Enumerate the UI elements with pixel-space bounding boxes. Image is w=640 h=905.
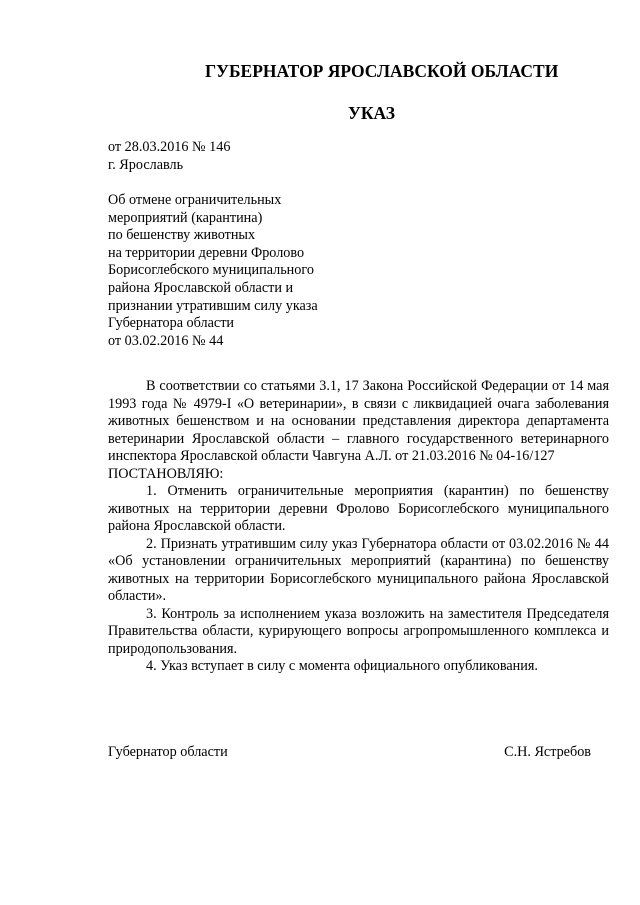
subject-line: по бешенству животных [108,227,256,244]
subject-line: Об отмене ограничительных [108,192,282,208]
document-type-title: УКАЗ [348,103,395,123]
decree-item-2: 2. Признать утратившим силу указ Губернатора области от 03.02.2016 № 44 «Об установлении ограничительных мероприятий (карантина) по бешенству животных на территории Борисоглебского муниципального района Ярославской области». [108,535,609,604]
decree-item-1: 1. Отменить ограничительные мероприятия (карантин) по бешенству животных на территории деревни Фролово Борисоглебского муниципального района Ярославской области. [108,483,609,534]
preamble-paragraph: В соответствии со статьями 3.1, 17 Закона Российской Федерации от 14 мая 1993 года № 4979-I «О ветеринарии», в связи с ликвидацией очага заболевания животных бешенством и на основании представления директора департамента ветеринарии Ярославской области – главного государственного ветеринарного инспектора Ярославской области Чавгуна А.Л. от 21.03.2016 № 04-16/127 [108,378,609,464]
subject-line: Борисоглебского муниципального [108,262,314,279]
document-date-number: от 28.03.2016 № 146 [108,139,231,155]
decree-item-4: 4. Указ вступает в силу с момента официального опубликования. [146,658,538,674]
subject-line: района Ярославской области и [108,279,294,296]
signatory-name: С.Н. Ястребов [504,744,591,760]
decree-item-3: 3. Контроль за исполнением указа возложить на заместителя Председателя Правительства области, курирующего вопросы агропромышленного комплекса и природопользования. [108,605,609,657]
document-subject [108,192,318,350]
subject-line: от 03.02.2016 № 44 [108,332,224,349]
document-meta [108,139,230,174]
document-city: г. Ярославль [108,156,184,173]
subject-line: мероприятий (карантина) [108,209,263,226]
document-body [108,378,609,676]
issuer-title: ГУБЕРНАТОР ЯРОСЛАВСКОЙ ОБЛАСТИ [205,61,559,81]
resolve-heading: ПОСТАНОВЛЯЮ: [108,465,224,482]
subject-line: на территории деревни Фролово [108,244,305,261]
signatory-position: Губернатор области [108,744,228,760]
subject-line: Губернатора области [108,315,234,332]
subject-line: признании утратившим силу указа [108,297,318,314]
